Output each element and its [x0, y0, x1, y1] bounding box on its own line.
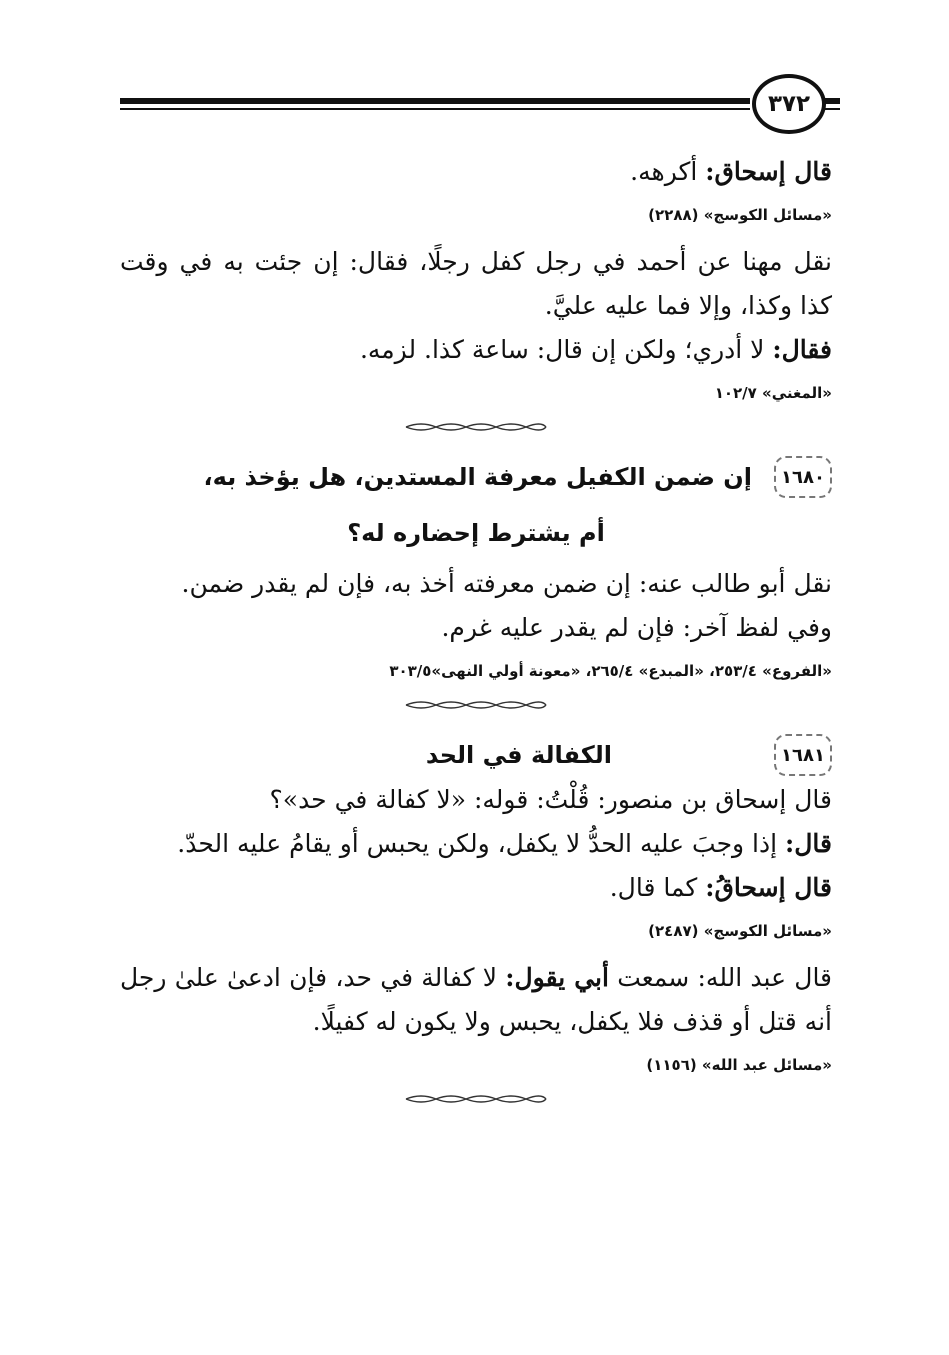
source-citation: «مسائل الكوسج» (٢٢٨٨)	[648, 206, 832, 224]
speaker-label: قال إسحاقُ:	[705, 873, 832, 902]
source-citation: «الفروع» ٢٥٣/٤، «المبدع» ٢٦٥/٤، «معونة أولي النهى»٣٠٣/٥	[389, 662, 832, 680]
header-rule	[120, 98, 750, 104]
source-citation: «المغني» ١٠٢/٧	[714, 384, 832, 402]
section-title: الكفالة في الحد	[425, 741, 612, 769]
ishaq-agree-line	[120, 866, 832, 910]
speaker-label: فقال:	[772, 335, 832, 364]
abu-talib-line: نقل أبو طالب عنه: إن ضمن معرفته أخذ به، فإن لم يقدر ضمن.	[181, 569, 832, 598]
section-heading-1681	[120, 732, 832, 778]
section-number: ١٦٨١	[774, 734, 832, 776]
speaker-label: قال:	[785, 829, 832, 858]
section-heading-1680	[120, 454, 832, 500]
statement-text: إذا وجبَ عليه الحدُّ لا يكفل، ولكن يحبس أو يقامُ عليه الحدّ.	[177, 829, 786, 858]
ornament-divider	[120, 696, 832, 710]
source-citation: «مسائل الكوسج» (٢٤٨٧)	[648, 922, 832, 940]
statement-text: كما قال.	[609, 873, 706, 902]
speaker-label: قال إسحاق:	[705, 157, 832, 186]
statement-text: أكرهه.	[630, 157, 706, 186]
ornament-divider	[120, 418, 832, 432]
other-wording-line: وفي لفظ آخر: فإن لم يقدر عليه غرم.	[441, 613, 832, 642]
mohanna-paragraph: نقل مهنا عن أحمد في رجل كفل رجلًا، فقال: إن جئت به في وقت كذا وكذا، وإلا فما عليه عليَّ.	[120, 247, 832, 320]
paragraph-start: قال عبد الله: سمعت	[608, 963, 833, 992]
section-title-continued: أم يشترط إحضاره له؟	[347, 519, 605, 547]
section-title: إن ضمن الكفيل معرفة المستدين، هل يؤخذ به،	[203, 463, 752, 491]
ishaq-line	[120, 150, 832, 194]
abdullah-paragraph	[120, 956, 832, 1044]
ornament-icon	[401, 421, 551, 433]
page-body	[120, 150, 832, 1126]
section-number: ١٦٨٠	[774, 456, 832, 498]
paragraph-rest: لا كفالة في حد، فإن ادعىٰ علىٰ رجل أنه قتل أو قذف فلا يكفل، يحبس ولا يكون له كفيلًا.	[120, 963, 832, 1036]
statement-text: لا أدري؛ ولكن إن قال: ساعة كذا. لزمه.	[359, 335, 773, 364]
header-rule-thin	[120, 108, 750, 110]
ishaq-question-line: قال إسحاق بن منصور: قُلْتُ: قوله: «لا كفالة في حد»؟	[269, 785, 832, 814]
speaker-label: أبي يقول:	[505, 963, 609, 992]
ornament-icon	[401, 1093, 551, 1105]
faqal-line	[120, 328, 832, 372]
page-number: ٣٧٢	[752, 74, 826, 134]
answer-line	[120, 822, 832, 866]
ornament-icon	[401, 699, 551, 711]
ornament-divider	[120, 1090, 832, 1104]
source-citation: «مسائل عبد الله» (١١٥٦)	[646, 1056, 832, 1074]
page-header	[120, 74, 840, 134]
